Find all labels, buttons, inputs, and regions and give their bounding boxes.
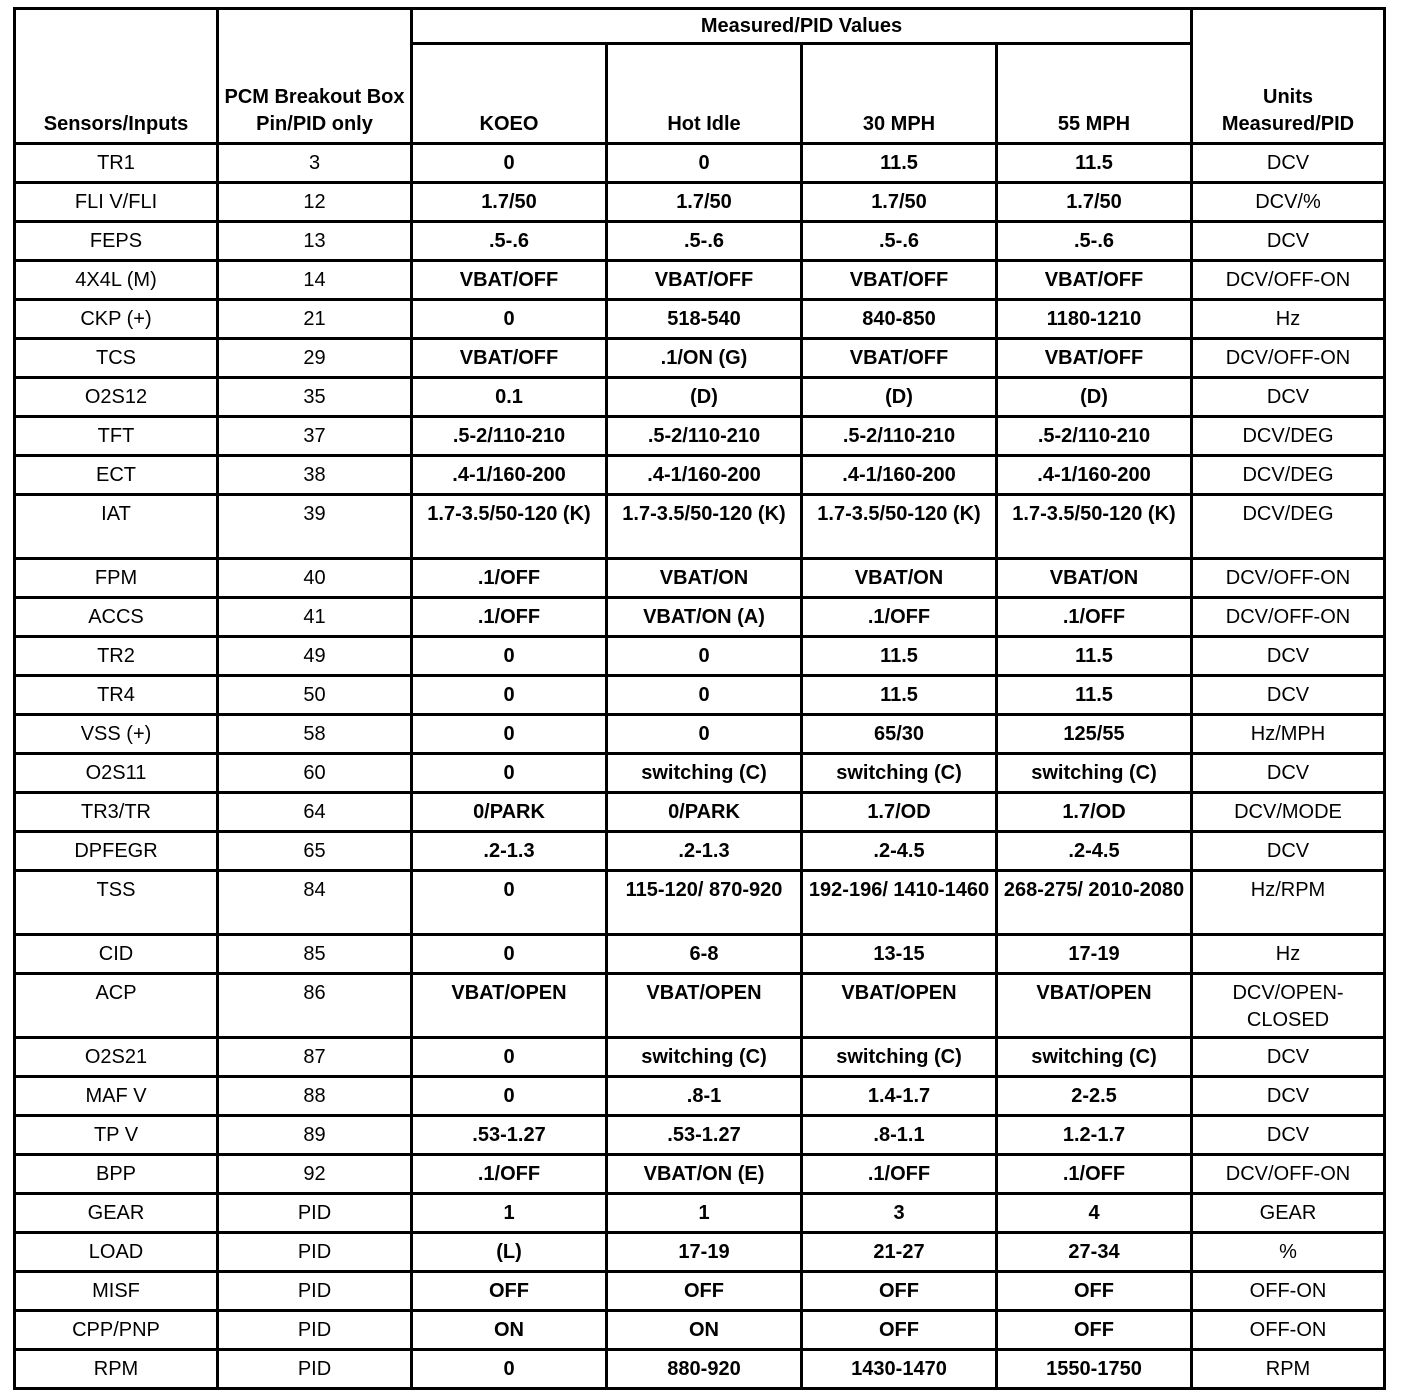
sensor-cell: TR3/TR (15, 793, 218, 832)
mph55-cell: 2-2.5 (997, 1077, 1192, 1116)
header-sensors-inputs: Sensors/Inputs (15, 9, 218, 144)
sensor-cell: LOAD (15, 1233, 218, 1272)
pin-cell: 21 (218, 300, 412, 339)
table-row (15, 1077, 1385, 1116)
table-row (15, 598, 1385, 637)
units-cell: Hz/RPM (1192, 871, 1385, 935)
koeo-cell: 1 (412, 1194, 607, 1233)
mph55-cell: 1.7/50 (997, 183, 1192, 222)
koeo-cell: VBAT/OFF (412, 261, 607, 300)
units-cell: DCV/MODE (1192, 793, 1385, 832)
pin-cell: 89 (218, 1116, 412, 1155)
koeo-cell: .1/OFF (412, 598, 607, 637)
table-row (15, 300, 1385, 339)
mph30-cell: 21-27 (802, 1233, 997, 1272)
header-units-measured: Units Measured/PID (1192, 9, 1385, 144)
sensor-cell: TR4 (15, 676, 218, 715)
pin-cell: 12 (218, 183, 412, 222)
hot-idle-cell: 880-920 (607, 1350, 802, 1389)
koeo-cell: .1/OFF (412, 1155, 607, 1194)
mph30-cell: .5-.6 (802, 222, 997, 261)
koeo-cell: 0 (412, 754, 607, 793)
mph30-cell: 1.7/OD (802, 793, 997, 832)
sensor-cell: O2S12 (15, 378, 218, 417)
units-cell: RPM (1192, 1350, 1385, 1389)
table-row (15, 1350, 1385, 1389)
pin-cell: 39 (218, 495, 412, 559)
table-row (15, 1233, 1385, 1272)
koeo-cell: 0 (412, 1350, 607, 1389)
sensor-cell: RPM (15, 1350, 218, 1389)
mph30-cell: 1.7/50 (802, 183, 997, 222)
table-row (15, 144, 1385, 183)
table-row (15, 261, 1385, 300)
hot-idle-cell: .5-2/110-210 (607, 417, 802, 456)
mph55-cell: .2-4.5 (997, 832, 1192, 871)
pin-cell: PID (218, 1311, 412, 1350)
units-cell: DCV (1192, 378, 1385, 417)
hot-idle-cell: .4-1/160-200 (607, 456, 802, 495)
koeo-cell: (L) (412, 1233, 607, 1272)
hot-idle-cell: 115-120/ 870-920 (607, 871, 802, 935)
pin-cell: PID (218, 1194, 412, 1233)
koeo-cell: 0 (412, 871, 607, 935)
hot-idle-cell: .5-.6 (607, 222, 802, 261)
hot-idle-cell: .8-1 (607, 1077, 802, 1116)
koeo-cell: 0.1 (412, 378, 607, 417)
sensor-cell: FPM (15, 559, 218, 598)
mph30-cell: .1/OFF (802, 1155, 997, 1194)
koeo-cell: 0 (412, 715, 607, 754)
header-30-mph: 30 MPH (802, 44, 997, 144)
mph30-cell: 65/30 (802, 715, 997, 754)
mph55-cell: 17-19 (997, 935, 1192, 974)
table-row (15, 1038, 1385, 1077)
hot-idle-cell: 0 (607, 676, 802, 715)
units-cell: DCV/OFF-ON (1192, 261, 1385, 300)
sensor-cell: TCS (15, 339, 218, 378)
units-cell: DCV (1192, 754, 1385, 793)
units-cell: DCV/OFF-ON (1192, 598, 1385, 637)
units-cell: DCV (1192, 1077, 1385, 1116)
mph55-cell: .1/OFF (997, 1155, 1192, 1194)
mph55-cell: OFF (997, 1311, 1192, 1350)
sensor-cell: TR2 (15, 637, 218, 676)
hot-idle-cell: VBAT/ON (A) (607, 598, 802, 637)
table-row (15, 1272, 1385, 1311)
hot-idle-cell: switching (C) (607, 754, 802, 793)
units-cell: OFF-ON (1192, 1311, 1385, 1350)
koeo-cell: 0/PARK (412, 793, 607, 832)
koeo-cell: .5-.6 (412, 222, 607, 261)
sensor-cell: VSS (+) (15, 715, 218, 754)
mph30-cell: 1430-1470 (802, 1350, 997, 1389)
hot-idle-cell: OFF (607, 1272, 802, 1311)
sensor-cell: TSS (15, 871, 218, 935)
sensor-cell: ACCS (15, 598, 218, 637)
table-row (15, 1194, 1385, 1233)
hot-idle-cell: .53-1.27 (607, 1116, 802, 1155)
mph55-cell: 1.7-3.5/50-120 (K) (997, 495, 1192, 559)
mph30-cell: 192-196/ 1410-1460 (802, 871, 997, 935)
hot-idle-cell: VBAT/ON (607, 559, 802, 598)
koeo-cell: 0 (412, 676, 607, 715)
mph30-cell: 13-15 (802, 935, 997, 974)
pin-cell: 88 (218, 1077, 412, 1116)
mph55-cell: switching (C) (997, 1038, 1192, 1077)
table-row (15, 715, 1385, 754)
hot-idle-cell: 0 (607, 144, 802, 183)
sensor-cell: ACP (15, 974, 218, 1038)
hot-idle-cell: 17-19 (607, 1233, 802, 1272)
koeo-cell: 1.7/50 (412, 183, 607, 222)
pin-cell: PID (218, 1350, 412, 1389)
mph30-cell: VBAT/OPEN (802, 974, 997, 1038)
pin-cell: PID (218, 1233, 412, 1272)
mph30-cell: 11.5 (802, 676, 997, 715)
table-row (15, 559, 1385, 598)
sensor-cell: DPFEGR (15, 832, 218, 871)
mph55-cell: OFF (997, 1272, 1192, 1311)
mph55-cell: .1/OFF (997, 598, 1192, 637)
units-cell: DCV/DEG (1192, 456, 1385, 495)
hot-idle-cell: 1.7-3.5/50-120 (K) (607, 495, 802, 559)
pin-cell: 58 (218, 715, 412, 754)
table-row (15, 456, 1385, 495)
units-cell: OFF-ON (1192, 1272, 1385, 1311)
table-row (15, 495, 1385, 559)
mph30-cell: 11.5 (802, 637, 997, 676)
units-cell: GEAR (1192, 1194, 1385, 1233)
mph30-cell: OFF (802, 1311, 997, 1350)
sensor-cell: O2S11 (15, 754, 218, 793)
units-cell: DCV/OFF-ON (1192, 1155, 1385, 1194)
pin-cell: 35 (218, 378, 412, 417)
units-cell: DCV/DEG (1192, 417, 1385, 456)
header-measured-pid-values: Measured/PID Values (412, 9, 1192, 44)
koeo-cell: .4-1/160-200 (412, 456, 607, 495)
table-row (15, 183, 1385, 222)
sensor-cell: ECT (15, 456, 218, 495)
mph30-cell: VBAT/ON (802, 559, 997, 598)
hot-idle-cell: switching (C) (607, 1038, 802, 1077)
pin-cell: 13 (218, 222, 412, 261)
sensor-cell: FEPS (15, 222, 218, 261)
pin-cell: 86 (218, 974, 412, 1038)
mph55-cell: 11.5 (997, 637, 1192, 676)
units-cell: DCV/OFF-ON (1192, 559, 1385, 598)
hot-idle-cell: 1 (607, 1194, 802, 1233)
header-koeo: KOEO (412, 44, 607, 144)
units-cell: DCV/% (1192, 183, 1385, 222)
table-row (15, 417, 1385, 456)
units-cell: DCV (1192, 832, 1385, 871)
koeo-cell: VBAT/OFF (412, 339, 607, 378)
pin-cell: 92 (218, 1155, 412, 1194)
mph30-cell: 1.7-3.5/50-120 (K) (802, 495, 997, 559)
units-cell: DCV/DEG (1192, 495, 1385, 559)
pin-cell: 40 (218, 559, 412, 598)
koeo-cell: 0 (412, 637, 607, 676)
koeo-cell: 0 (412, 300, 607, 339)
pin-cell: 14 (218, 261, 412, 300)
sensor-cell: TFT (15, 417, 218, 456)
mph55-cell: .4-1/160-200 (997, 456, 1192, 495)
mph30-cell: .1/OFF (802, 598, 997, 637)
koeo-cell: VBAT/OPEN (412, 974, 607, 1038)
hot-idle-cell: VBAT/ON (E) (607, 1155, 802, 1194)
pin-cell: 38 (218, 456, 412, 495)
sensor-cell: 4X4L (M) (15, 261, 218, 300)
sensor-cell: GEAR (15, 1194, 218, 1233)
sensor-cell: CPP/PNP (15, 1311, 218, 1350)
pin-cell: 84 (218, 871, 412, 935)
mph30-cell: 1.4-1.7 (802, 1077, 997, 1116)
table-row (15, 935, 1385, 974)
hot-idle-cell: VBAT/OFF (607, 261, 802, 300)
mph55-cell: 1180-1210 (997, 300, 1192, 339)
hot-idle-cell: (D) (607, 378, 802, 417)
mph30-cell: 3 (802, 1194, 997, 1233)
table-row (15, 754, 1385, 793)
pin-cell: 37 (218, 417, 412, 456)
units-cell: Hz/MPH (1192, 715, 1385, 754)
sensor-cell: TR1 (15, 144, 218, 183)
mph30-cell: .2-4.5 (802, 832, 997, 871)
units-cell: DCV (1192, 1116, 1385, 1155)
mph55-cell: VBAT/ON (997, 559, 1192, 598)
units-cell: % (1192, 1233, 1385, 1272)
table-row (15, 222, 1385, 261)
hot-idle-cell: 518-540 (607, 300, 802, 339)
pin-cell: 3 (218, 144, 412, 183)
table-row (15, 676, 1385, 715)
hot-idle-cell: .2-1.3 (607, 832, 802, 871)
mph55-cell: (D) (997, 378, 1192, 417)
mph55-cell: VBAT/OPEN (997, 974, 1192, 1038)
mph30-cell: .8-1.1 (802, 1116, 997, 1155)
mph55-cell: 1.2-1.7 (997, 1116, 1192, 1155)
sensor-cell: O2S21 (15, 1038, 218, 1077)
mph55-cell: switching (C) (997, 754, 1192, 793)
sensor-cell: CID (15, 935, 218, 974)
koeo-cell: 1.7-3.5/50-120 (K) (412, 495, 607, 559)
sensor-cell: MISF (15, 1272, 218, 1311)
mph55-cell: .5-.6 (997, 222, 1192, 261)
mph55-cell: 11.5 (997, 144, 1192, 183)
units-cell: DCV (1192, 676, 1385, 715)
koeo-cell: 0 (412, 1038, 607, 1077)
mph30-cell: switching (C) (802, 754, 997, 793)
pin-cell: 87 (218, 1038, 412, 1077)
units-cell: DCV/OFF-ON (1192, 339, 1385, 378)
mph30-cell: VBAT/OFF (802, 261, 997, 300)
units-cell: DCV/OPEN- CLOSED (1192, 974, 1385, 1038)
mph30-cell: 840-850 (802, 300, 997, 339)
pin-cell: 60 (218, 754, 412, 793)
header-hot-idle: Hot Idle (607, 44, 802, 144)
hot-idle-cell: 0 (607, 637, 802, 676)
hot-idle-cell: VBAT/OPEN (607, 974, 802, 1038)
pin-cell: 50 (218, 676, 412, 715)
header-55-mph: 55 MPH (997, 44, 1192, 144)
pid-values-table (13, 7, 1386, 1390)
mph30-cell: VBAT/OFF (802, 339, 997, 378)
mph55-cell: .5-2/110-210 (997, 417, 1192, 456)
hot-idle-cell: 0 (607, 715, 802, 754)
mph30-cell: (D) (802, 378, 997, 417)
sensor-cell: TP V (15, 1116, 218, 1155)
hot-idle-cell: 1.7/50 (607, 183, 802, 222)
pin-cell: 85 (218, 935, 412, 974)
sensor-cell: IAT (15, 495, 218, 559)
table-row (15, 871, 1385, 935)
mph55-cell: 4 (997, 1194, 1192, 1233)
koeo-cell: 0 (412, 935, 607, 974)
pin-cell: PID (218, 1272, 412, 1311)
units-cell: Hz (1192, 300, 1385, 339)
sensor-cell: BPP (15, 1155, 218, 1194)
mph55-cell: 125/55 (997, 715, 1192, 754)
koeo-cell: .1/OFF (412, 559, 607, 598)
pin-cell: 64 (218, 793, 412, 832)
mph30-cell: switching (C) (802, 1038, 997, 1077)
koeo-cell: .2-1.3 (412, 832, 607, 871)
pin-cell: 41 (218, 598, 412, 637)
units-cell: Hz (1192, 935, 1385, 974)
mph55-cell: 11.5 (997, 676, 1192, 715)
table-row (15, 637, 1385, 676)
units-cell: DCV (1192, 144, 1385, 183)
pin-cell: 29 (218, 339, 412, 378)
mph55-cell: 1550-1750 (997, 1350, 1192, 1389)
pin-cell: 65 (218, 832, 412, 871)
hot-idle-cell: 6-8 (607, 935, 802, 974)
koeo-cell: OFF (412, 1272, 607, 1311)
table-row (15, 1311, 1385, 1350)
table-body (15, 144, 1385, 1389)
koeo-cell: ON (412, 1311, 607, 1350)
mph30-cell: .4-1/160-200 (802, 456, 997, 495)
table-row (15, 832, 1385, 871)
sensor-cell: CKP (+) (15, 300, 218, 339)
koeo-cell: 0 (412, 144, 607, 183)
table-row (15, 1116, 1385, 1155)
table-row (15, 378, 1385, 417)
table-row (15, 1155, 1385, 1194)
pin-cell: 49 (218, 637, 412, 676)
table-row (15, 974, 1385, 1038)
hot-idle-cell: .1/ON (G) (607, 339, 802, 378)
koeo-cell: .53-1.27 (412, 1116, 607, 1155)
mph30-cell: OFF (802, 1272, 997, 1311)
table-row (15, 793, 1385, 832)
units-cell: DCV (1192, 637, 1385, 676)
koeo-cell: .5-2/110-210 (412, 417, 607, 456)
mph55-cell: 268-275/ 2010-2080 (997, 871, 1192, 935)
header-pcm-breakout-box: PCM Breakout Box Pin/PID only (218, 9, 412, 144)
sensor-cell: FLI V/FLI (15, 183, 218, 222)
mph30-cell: .5-2/110-210 (802, 417, 997, 456)
units-cell: DCV (1192, 1038, 1385, 1077)
units-cell: DCV (1192, 222, 1385, 261)
mph55-cell: VBAT/OFF (997, 339, 1192, 378)
sensor-cell: MAF V (15, 1077, 218, 1116)
mph55-cell: VBAT/OFF (997, 261, 1192, 300)
koeo-cell: 0 (412, 1077, 607, 1116)
table-row (15, 339, 1385, 378)
hot-idle-cell: ON (607, 1311, 802, 1350)
hot-idle-cell: 0/PARK (607, 793, 802, 832)
mph55-cell: 1.7/OD (997, 793, 1192, 832)
mph30-cell: 11.5 (802, 144, 997, 183)
mph55-cell: 27-34 (997, 1233, 1192, 1272)
